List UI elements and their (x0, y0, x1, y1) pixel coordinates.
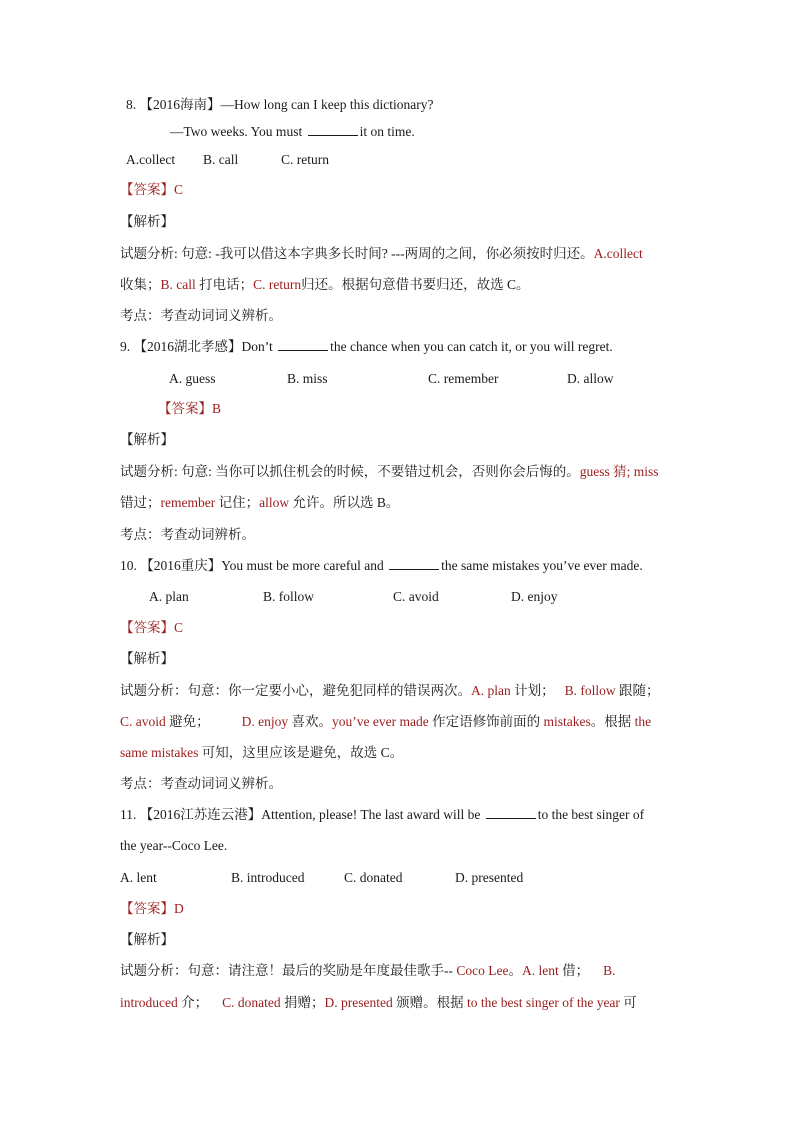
analysis-keyword: you’ve ever made (332, 714, 433, 729)
option-d: D. allow (567, 371, 614, 386)
analysis-keyword: A. plan (471, 683, 515, 698)
question-8-line-2 (170, 123, 415, 141)
analysis-keyword: D. presented (324, 995, 397, 1010)
analysis-keyword: guess 猜; miss (579, 464, 659, 479)
analysis-keyword: Coco Lee (456, 963, 509, 978)
analysis-keyword: B. call (160, 277, 200, 292)
question-11-line-1 (120, 806, 644, 824)
option-b: B. introduced (231, 870, 305, 885)
question-8-text-a: —Two weeks. You must (170, 124, 306, 139)
analysis-11-line-1 (120, 962, 616, 980)
analysis-keyword: A.collect (593, 246, 643, 261)
option-c: C. remember (428, 371, 499, 386)
analysis-text: 试题分析: 句意: -我可以借这本字典多长时间? ---两周的之间，你必须按时归还。 (120, 246, 594, 261)
question-10-text-b: the same mistakes you’ve ever made. (441, 558, 643, 573)
analysis-text: 。根据 (590, 714, 635, 729)
analysis-text: 作定语修饰前面的 (432, 714, 544, 729)
analysis-text: 记住； (218, 495, 260, 510)
analysis-keyword: the (634, 714, 652, 729)
answer-value: C (174, 620, 184, 635)
analysis-label-9: 【解析】 (120, 432, 174, 447)
answer-label: 【答案】 (120, 182, 174, 197)
analysis-text: 试题分析：句意：你一定要小心，避免犯同样的错误两次。 (120, 683, 471, 698)
question-11-text-a: 11. 【2016江苏连云港】Attention, please! The last award will be (120, 807, 484, 822)
point-8: 考点：考查动词词义辨析。 (120, 308, 282, 323)
analysis-text: 介； (181, 995, 209, 1010)
answer-blank (308, 123, 358, 136)
analysis-text: 打电话； (199, 277, 254, 292)
answer-value: C (174, 182, 184, 197)
analysis-text: 收集； (120, 277, 161, 292)
analysis-10-line-2 (120, 713, 651, 731)
answer-label: 【答案】 (120, 901, 174, 916)
analysis-text: 试题分析：句意：请注意！最后的奖励是年度最佳歌手-- (120, 963, 457, 978)
analysis-label-10: 【解析】 (120, 651, 174, 666)
analysis-keyword: allow (259, 495, 293, 510)
analysis-label-11: 【解析】 (120, 932, 174, 947)
analysis-text: 颁赠。根据 (396, 995, 467, 1010)
answer-blank (389, 557, 439, 570)
analysis-text: 可 (623, 995, 637, 1010)
option-c: C. donated (344, 870, 403, 885)
option-d: D. presented (455, 870, 524, 885)
analysis-text: 错过； (120, 495, 161, 510)
answer-value: D (174, 901, 184, 916)
analysis-keyword: remember (160, 495, 219, 510)
answer-line-8 (120, 181, 183, 199)
analysis-text: 可知，这里应该是避免，故选 C。 (201, 745, 404, 760)
answer-value: B (212, 401, 222, 416)
analysis-keyword: to the best singer of the year (466, 995, 624, 1010)
analysis-text: 借； (562, 963, 590, 978)
option-a: A. guess (169, 371, 216, 386)
analysis-keyword: C. donated (222, 995, 284, 1010)
analysis-text: 跟随； (619, 683, 660, 698)
answer-line-9 (158, 400, 221, 418)
point-9: 考点：考查动词辨析。 (120, 527, 255, 542)
analysis-text: 允许。所以选 B。 (292, 495, 400, 510)
answer-label: 【答案】 (158, 401, 212, 416)
option-b: B. follow (263, 589, 315, 604)
analysis-text: 避免； (169, 714, 210, 729)
analysis-keyword: B. follow (564, 683, 620, 698)
analysis-9-line-1 (120, 463, 659, 481)
analysis-label-8: 【解析】 (120, 214, 174, 229)
analysis-keyword: D. enjoy (241, 714, 292, 729)
option-b: B. miss (287, 371, 328, 386)
option-c: C. return (281, 152, 329, 167)
analysis-text: 捐赠； (283, 995, 325, 1010)
analysis-text: 归还。根据句意借书要归还，故选 C。 (301, 277, 530, 292)
analysis-keyword: same mistakes (120, 745, 202, 760)
analysis-text: 计划； (514, 683, 555, 698)
question-11-line-2: the year--Coco Lee. (120, 838, 228, 853)
answer-line-11 (120, 900, 184, 918)
analysis-9-line-2 (120, 494, 399, 512)
option-a: A. plan (149, 589, 189, 604)
option-d: D. enjoy (511, 589, 558, 604)
analysis-text: 喜欢。 (291, 714, 332, 729)
question-10-text-a: 10. 【2016重庆】You must be more careful and (120, 558, 388, 573)
analysis-keyword: introduced (120, 995, 182, 1010)
question-11-text-b: to the best singer of (537, 807, 645, 822)
answer-blank (278, 338, 328, 351)
point-10: 考点：考查动词词义辨析。 (120, 776, 282, 791)
option-a: A.collect (126, 152, 176, 167)
analysis-11-line-2 (120, 994, 637, 1012)
analysis-keyword: B. (603, 963, 616, 978)
question-8-line-1: 8. 【2016海南】—How long can I keep this dictionary? (126, 97, 434, 112)
question-9-text-b: the chance when you can catch it, or you will regret. (330, 339, 613, 354)
analysis-10-line-1 (120, 682, 660, 700)
answer-line-10 (120, 619, 183, 637)
answer-label: 【答案】 (120, 620, 174, 635)
question-9-text-a: 9. 【2016湖北孝感】Don’t (120, 339, 277, 354)
option-c: C. avoid (393, 589, 439, 604)
option-b: B. call (203, 152, 239, 167)
analysis-text: 。 (508, 963, 522, 978)
answer-blank (486, 806, 536, 819)
analysis-8-line-1 (120, 245, 643, 263)
question-8-text-b: it on time. (359, 124, 415, 139)
question-9-line-1 (120, 338, 613, 356)
analysis-8-line-2 (120, 276, 530, 294)
analysis-keyword: A. lent (521, 963, 563, 978)
analysis-keyword: C. return (253, 277, 302, 292)
analysis-keyword: C. avoid (120, 714, 170, 729)
analysis-text: 试题分析: 句意: 当你可以抓住机会的时候，不要错过机会，否则你会后悔的。 (120, 464, 580, 479)
option-a: A. lent (120, 870, 157, 885)
analysis-keyword: mistakes (543, 714, 591, 729)
analysis-10-line-3 (120, 744, 403, 762)
question-10-line-1 (120, 557, 643, 575)
